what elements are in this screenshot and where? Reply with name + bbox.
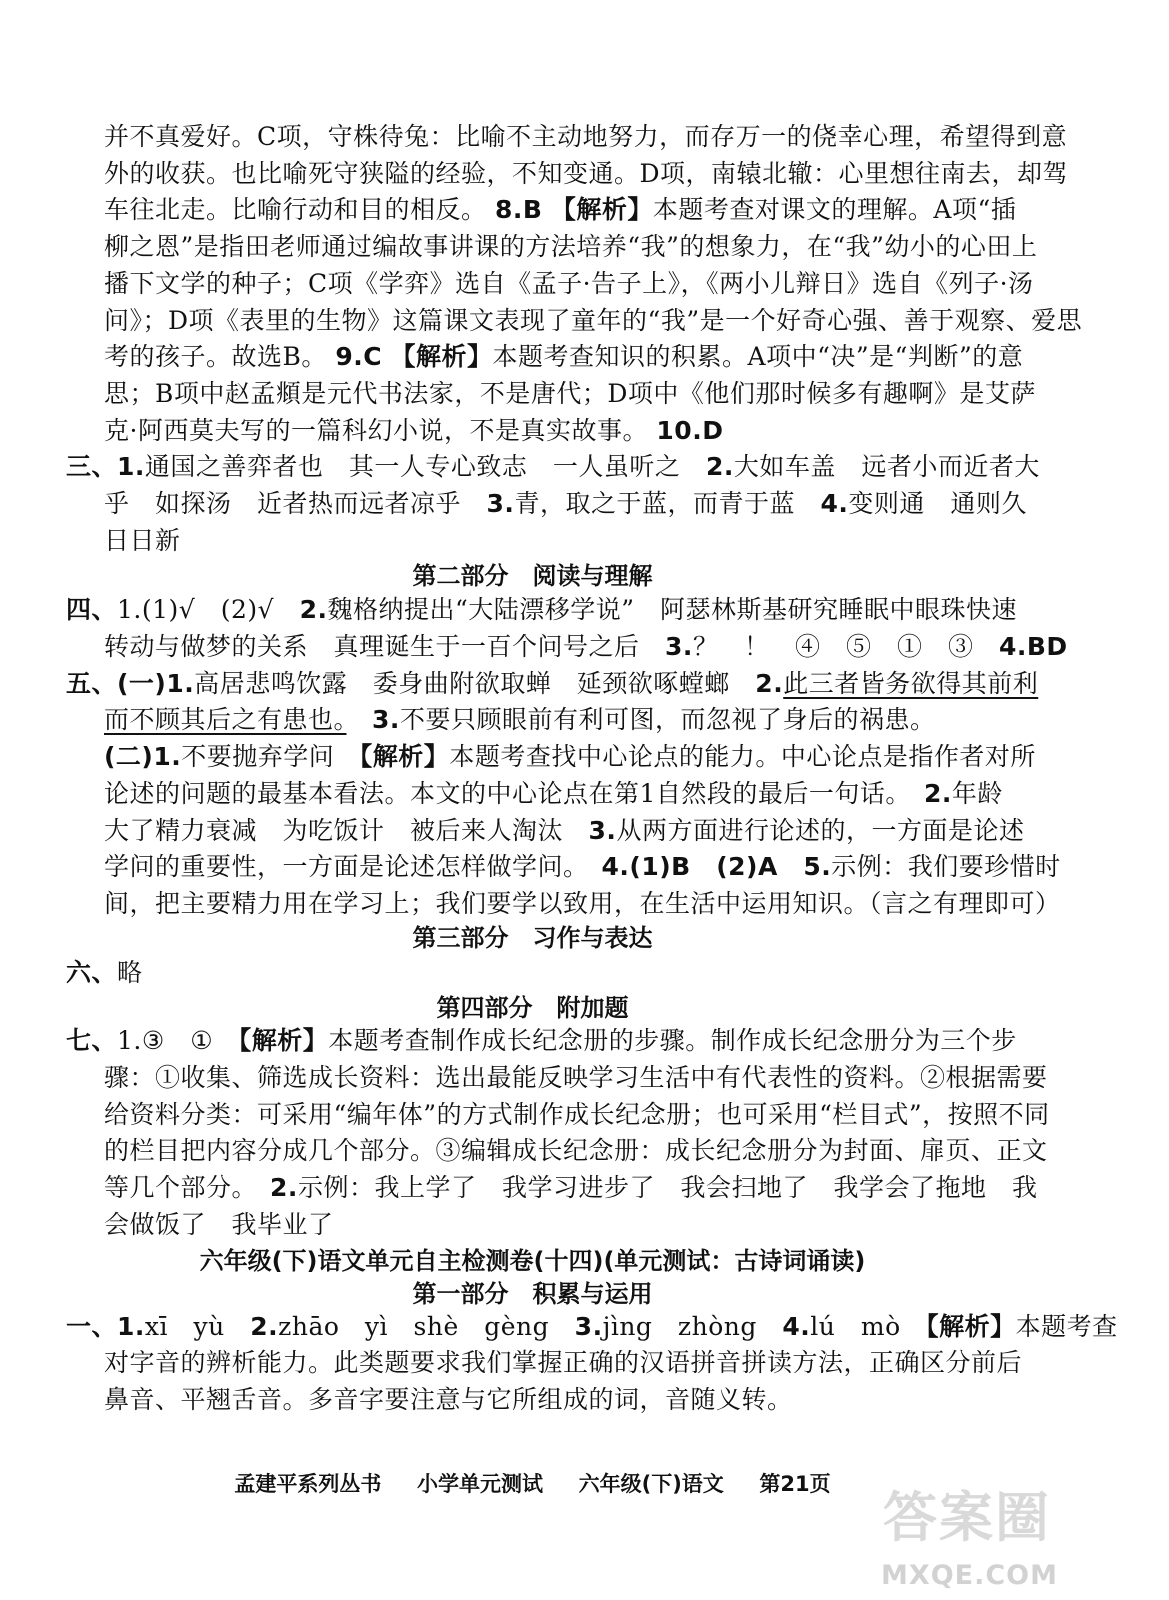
text-line: 日日新 (104, 526, 181, 555)
footer-grade-subject: 六年级(下)语文 (578, 1472, 724, 1496)
text-line: 一、1.xī yù 2.zhāo yì shè gèng 3.jìng zhòng 4.lú mò 【解析】本题考查 (66, 1312, 1118, 1341)
watermark (874, 1474, 1064, 1600)
text-line: 鼻音、平翘舌音。多音字要注意与它所组成的词，音随义转。 (104, 1385, 793, 1414)
text-line: 并不真爱好。C项，守株待兔：比喻不主动地努力，而存万一的侥幸心理，希望得到意 (104, 122, 1068, 151)
text-line: (二)1.不要抛弃学问 【解析】本题考查找中心论点的能力。中心论点是指作者对所 (104, 742, 1036, 771)
text-line: 思；B项中赵孟頫是元代书法家，不是唐代；D项中《他们那时候多有趣啊》是艾萨 (104, 379, 1036, 408)
text-line: 对字音的辨析能力。此类题要求我们掌握正确的汉语拼音拼读方法，正确区分前后 (104, 1348, 1023, 1377)
text-line: 车往北走。比喻行动和目的相反。 8.B 【解析】本题考查对课文的理解。A项“插 (104, 195, 1017, 224)
text-line: 学问的重要性，一方面是论述怎样做学问。 4.(1)B (2)A 5.示例：我们要珍惜时 (104, 852, 1061, 881)
footer-series: 孟建平系列丛书 (234, 1472, 382, 1496)
text-line: 问》；D项《表里的生物》这篇课文表现了童年的“我”是一个好奇心强、善于观察、爱思 (104, 306, 1083, 335)
footer-page-number: 第21页 (759, 1472, 831, 1496)
text-line: 克·阿西莫夫写的一篇科幻小说，不是真实故事。 10.D (104, 416, 724, 445)
text-line: 间，把主要精力用在学习上；我们要学以致用，在生活中运用知识。（言之有理即可） (104, 889, 1061, 918)
text-line: 播下文学的种子；C项《学弈》选自《孟子·告子上》，《两小儿辩日》选自《列子·汤 (104, 269, 1034, 298)
text-line: 等几个部分。 2.示例：我上学了 我学习进步了 我会扫地了 我学会了拖地 我 (104, 1173, 1038, 1202)
test-title: 六年级(下)语文单元自主检测卷(十四)(单元测试：古诗词诵读) (199, 1247, 866, 1275)
text-line: 给资料分类：可采用“编年体”的方式制作成长纪念册；也可采用“栏目式”，按照不同 (104, 1100, 1050, 1129)
section-heading: 第一部分 积累与运用 (412, 1280, 653, 1308)
watermark-site: MXQE.COM (881, 1560, 1058, 1591)
section-heading: 第二部分 阅读与理解 (412, 562, 653, 590)
text-line: 骤：①收集、筛选成长资料：选出最能反映学习生活中有代表性的资料。②根据需要 (104, 1063, 1048, 1092)
footer-book: 小学单元测试 (416, 1472, 543, 1496)
section-heading: 第四部分 附加题 (436, 994, 629, 1022)
text-line: 外的收获。也比喻死守狭隘的经验，不知变通。D项，南辕北辙：心里想往南去，却驾 (104, 159, 1069, 188)
watermark-logo-icon: 答案圈 (883, 1486, 1051, 1549)
text-line: 的栏目把内容分成几个部分。③编辑成长纪念册：成长纪念册分为封面、扉页、正文 (104, 1136, 1048, 1165)
text-line: 三、1.通国之善弈者也 其一人专心致志 一人虽听之 2.大如车盖 远者小而近者大 (66, 452, 1040, 481)
section-heading: 第三部分 习作与表达 (412, 924, 653, 952)
text-line: 转动与做梦的关系 真理诞生于一百个问号之后 3.？ ！ ④ ⑤ ① ③ 4.BD (104, 632, 1068, 661)
text-line: 七、1.③ ① 【解析】本题考查制作成长纪念册的步骤。制作成长纪念册分为三个步 (66, 1026, 1017, 1055)
text-line: 考的孩子。故选B。 9.C 【解析】本题考查知识的积累。A项中“决”是“判断”的意 (104, 342, 1024, 371)
text-line: 五、(一)1.高居悲鸣饮露 委身曲附欲取蝉 延颈欲啄螳螂 2.此三者皆务欲得其前利 (66, 669, 1039, 698)
text-line: 乎 如探汤 近者热而远者凉乎 3.青，取之于蓝，而青于蓝 4.变则通 通则久 (104, 489, 1027, 518)
text-line: 论述的问题的最基本看法。本文的中心论点在第1自然段的最后一句话。 2.年龄 (104, 779, 1003, 808)
text-line: 六、略 (66, 958, 143, 987)
text-line: 柳之恩”是指田老师通过编故事讲课的方法培养“我”的想象力，在“我”幼小的心田上 (104, 232, 1038, 261)
text-line: 四、1.(1)√ (2)√ 2.魏格纳提出“大陆漂移学说” 阿瑟林斯基研究睡眠中眼珠快速 (66, 595, 1018, 624)
text-line: 而不顾其后之有患也。 3.不要只顾眼前有利可图，而忽视了身后的祸患。 (104, 705, 936, 734)
text-line: 会做饭了 我毕业了 (104, 1210, 334, 1239)
text-line: 大了精力衰减 为吃饭计 被后来人淘汰 3.从两方面进行论述的，一方面是论述 (104, 816, 1025, 845)
